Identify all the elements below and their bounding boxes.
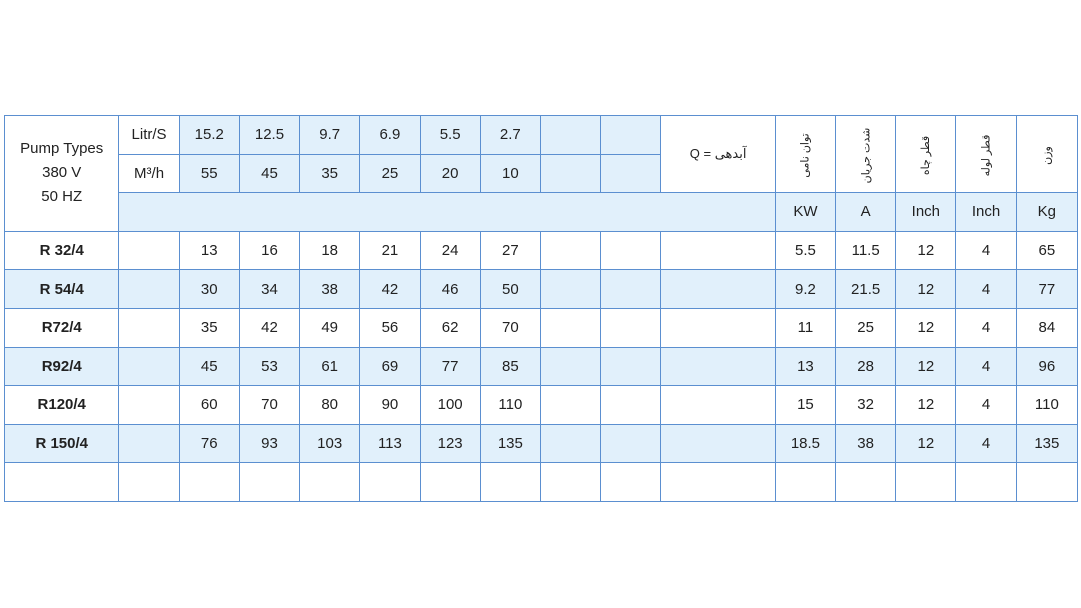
well-cell: 12 bbox=[896, 347, 956, 386]
well-cell: 12 bbox=[896, 308, 956, 347]
head-cell: 103 bbox=[300, 424, 360, 463]
blank-header-band bbox=[119, 193, 775, 232]
table-row bbox=[5, 231, 1078, 270]
well-diameter-label: قطر چاه bbox=[920, 135, 933, 175]
table-cell bbox=[661, 308, 775, 347]
table-row bbox=[5, 270, 1078, 309]
flow-ls-cell: 5.5 bbox=[420, 116, 480, 155]
table-cell bbox=[5, 463, 119, 502]
table-cell bbox=[601, 308, 661, 347]
weight-cell: 84 bbox=[1016, 308, 1077, 347]
table-cell bbox=[119, 231, 179, 270]
head-cell: 53 bbox=[239, 347, 299, 386]
head-cell: 85 bbox=[480, 347, 540, 386]
kw-cell: 5.5 bbox=[775, 231, 835, 270]
flow-m3h-cell: 20 bbox=[420, 154, 480, 193]
table-cell bbox=[540, 270, 600, 309]
unit-weight: Kg bbox=[1016, 193, 1077, 232]
frequency-label: 50 HZ bbox=[41, 188, 83, 206]
flow-m3h-cell: 45 bbox=[239, 154, 299, 193]
head-cell: 27 bbox=[480, 231, 540, 270]
flow-m3h-cell: 55 bbox=[179, 154, 239, 193]
model-name: R92/4 bbox=[5, 347, 119, 386]
head-cell: 50 bbox=[480, 270, 540, 309]
amp-cell: 25 bbox=[836, 308, 896, 347]
head-cell: 49 bbox=[300, 308, 360, 347]
unit-amp: A bbox=[836, 193, 896, 232]
head-cell: 34 bbox=[239, 270, 299, 309]
head-cell: 46 bbox=[420, 270, 480, 309]
weight-cell: 77 bbox=[1016, 270, 1077, 309]
table-cell bbox=[956, 463, 1016, 502]
pipe-cell: 4 bbox=[956, 386, 1016, 425]
pipe-cell: 4 bbox=[956, 424, 1016, 463]
table-cell bbox=[661, 347, 775, 386]
head-cell: 61 bbox=[300, 347, 360, 386]
spec-label-well bbox=[896, 116, 956, 193]
table-cell bbox=[480, 463, 540, 502]
table-cell bbox=[179, 463, 239, 502]
table-cell bbox=[661, 463, 775, 502]
table-cell bbox=[540, 231, 600, 270]
table-cell bbox=[601, 386, 661, 425]
head-cell: 93 bbox=[239, 424, 299, 463]
flow-ls-cell: 12.5 bbox=[239, 116, 299, 155]
table-cell bbox=[540, 463, 600, 502]
flow-unit-m3h: M³/h bbox=[119, 154, 179, 193]
well-cell: 12 bbox=[896, 386, 956, 425]
weight-cell: 135 bbox=[1016, 424, 1077, 463]
table-cell bbox=[540, 308, 600, 347]
head-cell: 35 bbox=[179, 308, 239, 347]
table-row bbox=[5, 347, 1078, 386]
head-cell: 18 bbox=[300, 231, 360, 270]
table-cell bbox=[601, 424, 661, 463]
table-cell bbox=[540, 386, 600, 425]
well-cell: 12 bbox=[896, 424, 956, 463]
flow-m3h-cell-empty bbox=[540, 154, 600, 193]
kw-cell: 13 bbox=[775, 347, 835, 386]
table-cell bbox=[1016, 463, 1077, 502]
head-cell: 70 bbox=[239, 386, 299, 425]
table-cell bbox=[119, 424, 179, 463]
model-name: R120/4 bbox=[5, 386, 119, 425]
head-cell: 62 bbox=[420, 308, 480, 347]
head-cell: 30 bbox=[179, 270, 239, 309]
spec-label-kw bbox=[775, 116, 835, 193]
kw-cell: 18.5 bbox=[775, 424, 835, 463]
unit-kw: KW bbox=[775, 193, 835, 232]
amp-cell: 28 bbox=[836, 347, 896, 386]
spec-label-amp bbox=[836, 116, 896, 193]
kw-cell: 9.2 bbox=[775, 270, 835, 309]
table-cell bbox=[540, 424, 600, 463]
flow-ls-cell: 6.9 bbox=[360, 116, 420, 155]
head-cell: 135 bbox=[480, 424, 540, 463]
header-row-units bbox=[5, 193, 1078, 232]
table-cell bbox=[239, 463, 299, 502]
head-cell: 24 bbox=[420, 231, 480, 270]
flow-m3h-cell-empty bbox=[601, 154, 661, 193]
head-cell: 76 bbox=[179, 424, 239, 463]
weight-label: وزن bbox=[1041, 145, 1054, 165]
pump-types-label: Pump Types bbox=[20, 140, 104, 158]
head-cell: 38 bbox=[300, 270, 360, 309]
voltage-label: 380 V bbox=[42, 164, 82, 182]
amp-cell: 11.5 bbox=[836, 231, 896, 270]
head-cell: 77 bbox=[420, 347, 480, 386]
unit-pipe: Inch bbox=[956, 193, 1016, 232]
head-cell: 13 bbox=[179, 231, 239, 270]
table-cell bbox=[360, 463, 420, 502]
kw-cell: 15 bbox=[775, 386, 835, 425]
flow-ls-cell-empty bbox=[601, 116, 661, 155]
table-cell bbox=[836, 463, 896, 502]
model-name: R 32/4 bbox=[5, 231, 119, 270]
amp-cell: 32 bbox=[836, 386, 896, 425]
well-cell: 12 bbox=[896, 270, 956, 309]
table-cell bbox=[119, 308, 179, 347]
weight-cell: 110 bbox=[1016, 386, 1077, 425]
model-name: R 54/4 bbox=[5, 270, 119, 309]
head-cell: 56 bbox=[360, 308, 420, 347]
pipe-cell: 4 bbox=[956, 231, 1016, 270]
head-cell: 21 bbox=[360, 231, 420, 270]
table-cell bbox=[661, 424, 775, 463]
pipe-diameter-label: قطر لوله bbox=[980, 134, 993, 176]
table-cell bbox=[661, 270, 775, 309]
head-cell: 70 bbox=[480, 308, 540, 347]
table-row bbox=[5, 308, 1078, 347]
head-cell: 45 bbox=[179, 347, 239, 386]
unit-well: Inch bbox=[896, 193, 956, 232]
weight-cell: 65 bbox=[1016, 231, 1077, 270]
table-cell bbox=[119, 270, 179, 309]
pipe-cell: 4 bbox=[956, 347, 1016, 386]
head-cell: 123 bbox=[420, 424, 480, 463]
weight-cell: 96 bbox=[1016, 347, 1077, 386]
flow-ls-cell: 9.7 bbox=[300, 116, 360, 155]
empty-row bbox=[5, 463, 1078, 502]
well-cell: 12 bbox=[896, 231, 956, 270]
pump-types-header bbox=[5, 116, 119, 232]
table-cell bbox=[601, 270, 661, 309]
flow-m3h-cell: 10 bbox=[480, 154, 540, 193]
head-cell: 90 bbox=[360, 386, 420, 425]
flow-ls-cell: 15.2 bbox=[179, 116, 239, 155]
head-cell: 69 bbox=[360, 347, 420, 386]
table-cell bbox=[661, 231, 775, 270]
header-row-flow-ls bbox=[5, 116, 1078, 155]
spec-label-pipe bbox=[956, 116, 1016, 193]
spec-label-weight bbox=[1016, 116, 1077, 193]
table-cell bbox=[601, 231, 661, 270]
table-cell bbox=[661, 386, 775, 425]
pipe-cell: 4 bbox=[956, 308, 1016, 347]
flow-m3h-cell: 25 bbox=[360, 154, 420, 193]
table-cell bbox=[119, 463, 179, 502]
head-cell: 100 bbox=[420, 386, 480, 425]
table-cell bbox=[300, 463, 360, 502]
head-cell: 110 bbox=[480, 386, 540, 425]
head-cell: 16 bbox=[239, 231, 299, 270]
model-name: R 150/4 bbox=[5, 424, 119, 463]
head-cell: 42 bbox=[239, 308, 299, 347]
head-cell: 60 bbox=[179, 386, 239, 425]
flow-unit-ls: Litr/S bbox=[119, 116, 179, 155]
flow-m3h-cell: 35 bbox=[300, 154, 360, 193]
q-label: Q = آبدهی bbox=[661, 116, 775, 193]
table-cell bbox=[601, 463, 661, 502]
table-cell bbox=[775, 463, 835, 502]
head-cell: 42 bbox=[360, 270, 420, 309]
pipe-cell: 4 bbox=[956, 270, 1016, 309]
amp-cell: 21.5 bbox=[836, 270, 896, 309]
table-cell bbox=[119, 386, 179, 425]
amp-cell: 38 bbox=[836, 424, 896, 463]
table-cell bbox=[420, 463, 480, 502]
table-row bbox=[5, 424, 1078, 463]
head-cell: 80 bbox=[300, 386, 360, 425]
table-cell bbox=[540, 347, 600, 386]
model-name: R72/4 bbox=[5, 308, 119, 347]
flow-ls-cell: 2.7 bbox=[480, 116, 540, 155]
current-label: شدت جریان bbox=[860, 127, 873, 183]
table-cell bbox=[896, 463, 956, 502]
kw-cell: 11 bbox=[775, 308, 835, 347]
flow-ls-cell-empty bbox=[540, 116, 600, 155]
table-cell bbox=[601, 347, 661, 386]
pump-spec-table bbox=[4, 115, 1078, 502]
table-cell bbox=[119, 347, 179, 386]
rated-power-label: توان نامی bbox=[799, 132, 812, 178]
head-cell: 113 bbox=[360, 424, 420, 463]
table-row bbox=[5, 386, 1078, 425]
